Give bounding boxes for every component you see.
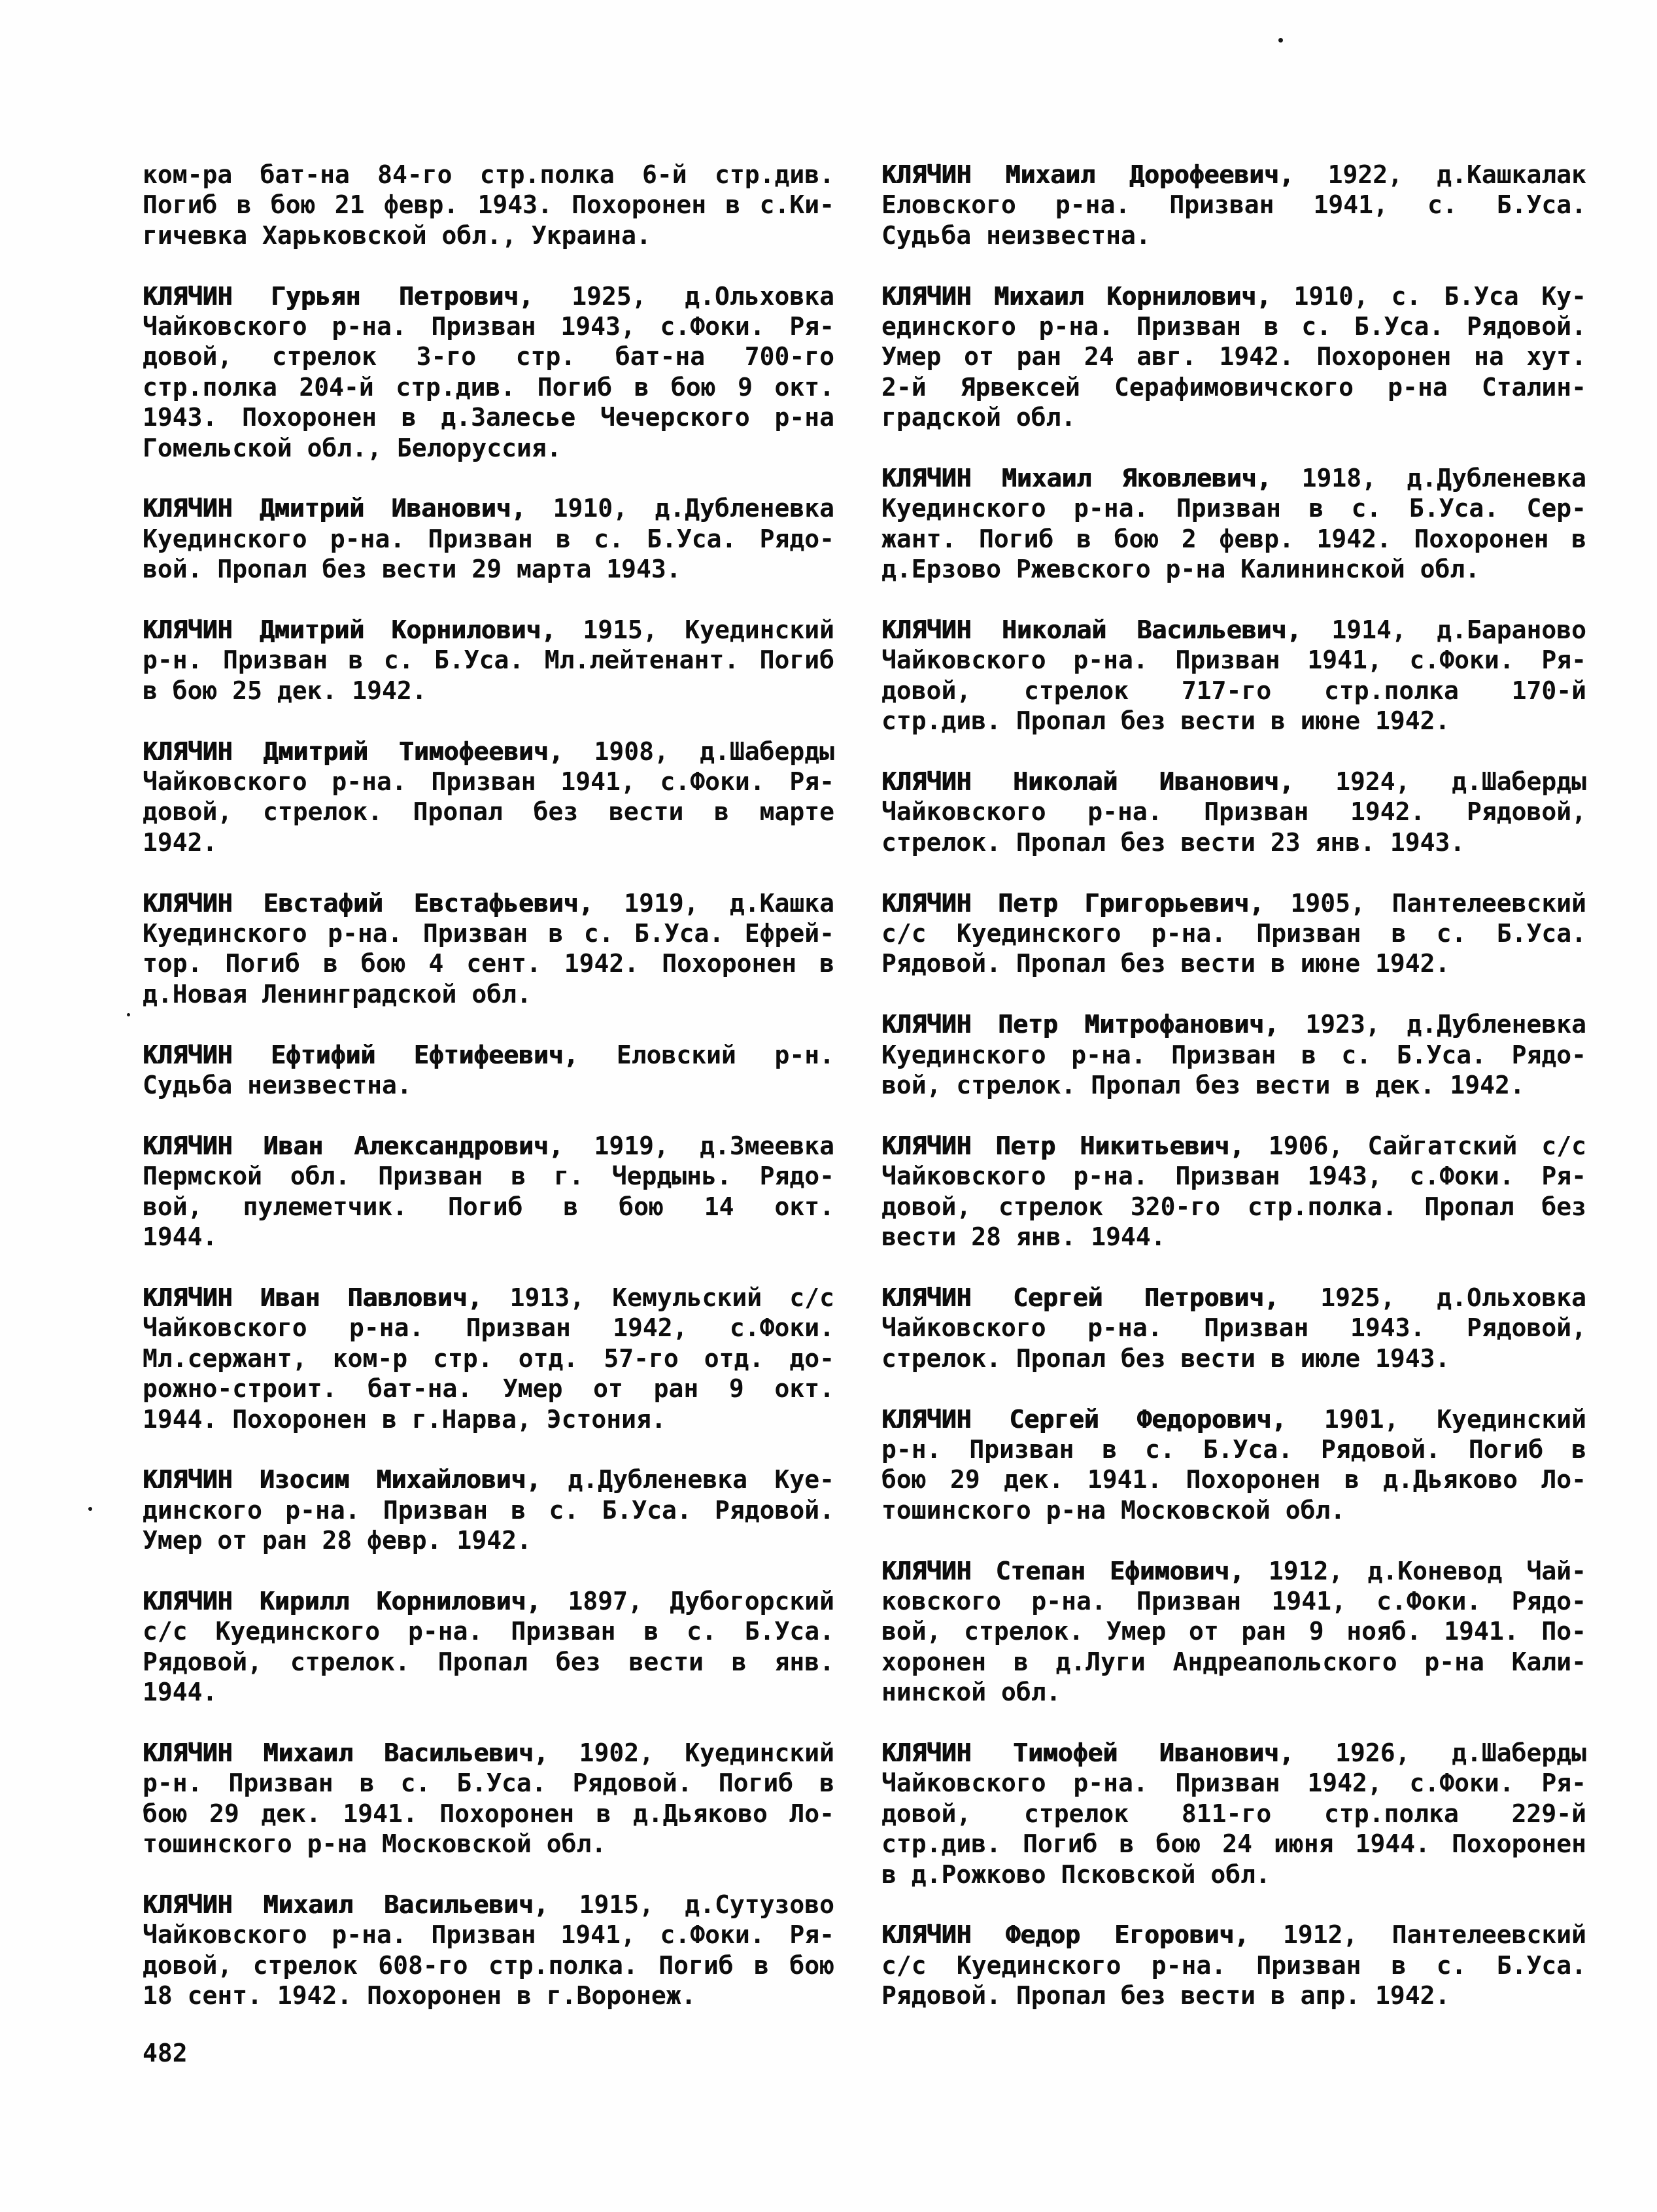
entry-line: довой, стрелок 717-го стр.полка 170-й xyxy=(881,676,1586,705)
entry-line: д.Новая Ленинградской обл. xyxy=(143,979,532,1009)
entry-line: хоронен в д.Луги Андреапольского р-на Кали- xyxy=(881,1647,1586,1676)
entry-line: бою 29 дек. 1941. Похоронен в д.Дьяково Ло- xyxy=(881,1465,1586,1495)
entry-line: нинской обл. xyxy=(881,1678,1061,1707)
entry-line: Чайковского р-на. Призван 1941, с.Фоки. Ря- xyxy=(143,1920,834,1950)
memorial-entry xyxy=(881,1404,1586,1526)
entry-line: КЛЯЧИН Дмитрий Тимофеевич, 1908, д.Шаберды xyxy=(143,736,834,766)
entry-line: Мл.сержант, ком-р стр. отд. 57-го отд. до- xyxy=(143,1343,834,1373)
entry-line: Чайковского р-на. Призван 1943, с.Фоки. Ря- xyxy=(881,1162,1586,1191)
entry-name: КЛЯЧИН Николай Васильевич, xyxy=(881,615,1301,645)
memorial-entry xyxy=(143,888,834,1010)
entry-line: КЛЯЧИН Михаил Яковлевич, 1918, д.Дубленевка xyxy=(881,464,1586,493)
entry-name: КЛЯЧИН Петр Митрофанович, xyxy=(881,1010,1279,1039)
entry-line: КЛЯЧИН Петр Митрофанович, 1923, д.Дубленевка xyxy=(881,1010,1587,1039)
entry-line: Судьба неизвестна. xyxy=(881,220,1151,250)
entry-line: рожно-строит. бат-на. Умер от ран 9 окт. xyxy=(143,1374,834,1404)
memorial-entry xyxy=(143,1586,834,1708)
entry-line: КЛЯЧИН Николай Иванович, 1924, д.Шаберды xyxy=(881,767,1586,797)
memorial-entry xyxy=(143,281,834,463)
memorial-entry xyxy=(143,1890,834,2011)
entry-line: 1942. xyxy=(143,827,218,857)
entry-name: КЛЯЧИН Дмитрий Иванович, xyxy=(143,494,526,523)
entry-line: Умер от ран 24 авг. 1942. Похоронен на хут. xyxy=(881,342,1586,372)
entry-line: Чайковского р-на. Призван 1943, с.Фоки. Ря- xyxy=(143,312,834,341)
entry-line: ком-ра бат-на 84-го стр.полка 6-й стр.див. xyxy=(143,160,834,189)
memorial-entry xyxy=(881,1738,1586,1890)
entry-line: жант. Погиб в бою 2 февр. 1942. Похоронен в xyxy=(881,524,1586,553)
entry-name: КЛЯЧИН Михаил Васильевич, xyxy=(143,1738,549,1767)
entry-line: градской обл. xyxy=(881,403,1076,432)
entry-line: КЛЯЧИН Гурьян Петрович, 1925, д.Ольховка xyxy=(143,281,834,311)
entry-line: р-н. Призван в с. Б.Уса. Рядовой. Погиб в xyxy=(143,1769,834,1798)
entry-line: Рядовой, стрелок. Пропал без вести в янв. xyxy=(143,1647,834,1676)
entry-line: р-н. Призван в с. Б.Уса. Рядовой. Погиб в xyxy=(881,1434,1586,1464)
entry-line: КЛЯЧИН Ефтифий Ефтифеевич, Еловский р-н. xyxy=(143,1040,834,1069)
entry-line: Куединского р-на. Призван в с. Б.Уса. Ефрей- xyxy=(143,919,834,948)
entry-line: стр.див. Пропал без вести в июне 1942. xyxy=(881,706,1450,736)
entry-line: КЛЯЧИН Степан Ефимович, 1912, д.Коневод Чай- xyxy=(881,1556,1587,1585)
entry-line: довой, стрелок 608-го стр.полка. Погиб в бою xyxy=(143,1950,834,1980)
memorial-entry xyxy=(881,767,1586,857)
entry-name: КЛЯЧИН Изосим Михайлович, xyxy=(143,1465,541,1495)
entry-line: довой, стрелок. Пропал без вести в марте xyxy=(143,797,834,827)
entry-line: Рядовой. Пропал без вести в апр. 1942. xyxy=(881,1981,1450,2011)
entry-line: в бою 25 дек. 1942. xyxy=(143,676,427,705)
entry-line: вой, пулеметчик. Погиб в бою 14 окт. xyxy=(143,1192,834,1221)
entry-line: Умер от ран 28 февр. 1942. xyxy=(143,1526,532,1555)
entry-line: Куединского р-на. Призван в с. Б.Уса. Сер- xyxy=(881,494,1586,523)
scan-speck xyxy=(88,1507,92,1511)
entry-line: КЛЯЧИН Михаил Васильевич, 1902, Куединский xyxy=(143,1738,834,1767)
entry-line: Чайковского р-на. Призван 1941, с.Фоки. Ря- xyxy=(143,767,834,797)
entry-line: вести 28 янв. 1944. xyxy=(881,1222,1166,1252)
entry-line: КЛЯЧИН Петр Григорьевич, 1905, Пантелеевский xyxy=(881,888,1586,918)
entry-name: КЛЯЧИН Федор Егорович, xyxy=(881,1920,1249,1950)
right-column xyxy=(881,160,1586,2041)
memorial-entry xyxy=(881,463,1586,585)
entry-name: КЛЯЧИН Михаил Яковлевич, xyxy=(881,464,1272,493)
entry-line: КЛЯЧИН Николай Васильевич, 1914, д.Бараново xyxy=(881,615,1586,645)
entry-line: тор. Погиб в бою 4 сент. 1942. Похоронен в xyxy=(143,949,834,978)
entry-line: р-н. Призван в с. Б.Уса. Мл.лейтенант. Погиб xyxy=(143,646,834,675)
entry-line: динского р-на. Призван в с. Б.Уса. Рядовой. xyxy=(143,1495,834,1525)
entry-name: КЛЯЧИН Гурьян Петрович, xyxy=(143,281,534,311)
entry-line: гичевка Харьковской обл., Украина. xyxy=(143,220,651,250)
entry-line: 1944. xyxy=(143,1222,218,1252)
memorial-entry xyxy=(881,888,1586,979)
entry-line: стрелок. Пропал без вести в июле 1943. xyxy=(881,1343,1450,1373)
entry-name: КЛЯЧИН Петр Григорьевич, xyxy=(881,888,1264,918)
entry-line: с/с Куединского р-на. Призван в с. Б.Уса. xyxy=(143,1617,834,1646)
memorial-entry xyxy=(143,160,834,251)
memorial-entry xyxy=(881,1131,1586,1253)
entry-name: КЛЯЧИН Михаил Корнилович, xyxy=(881,281,1271,311)
entry-name: КЛЯЧИН Иван Павлович, xyxy=(143,1283,483,1312)
entry-line: КЛЯЧИН Иван Павлович, 1913, Кемульский с/с xyxy=(143,1283,835,1312)
entry-line: вой, стрелок. Умер от ран 9 нояб. 1941. По- xyxy=(881,1617,1586,1646)
entry-line: Чайковского р-на. Призван 1943. Рядовой, xyxy=(881,1313,1586,1343)
entry-line: Чайковского р-на. Призван 1942. Рядовой, xyxy=(881,797,1586,827)
entry-line: стрелок. Пропал без вести 23 янв. 1943. xyxy=(881,827,1465,857)
entry-line: стр.див. Погиб в бою 24 июня 1944. Похоронен xyxy=(881,1829,1586,1859)
entry-line: Куединского р-на. Призван в с. Б.Уса. Рядо- xyxy=(881,1040,1586,1069)
entry-line: 18 сент. 1942. Похоронен в г.Воронеж. xyxy=(143,1981,696,2011)
entry-line: КЛЯЧИН Михаил Корнилович, 1910, с. Б.Уса Ку- xyxy=(881,281,1587,311)
memorial-entry xyxy=(881,1556,1586,1708)
scan-speck xyxy=(127,1013,130,1016)
entry-line: Куединского р-на. Призван в с. Б.Уса. Рядо- xyxy=(143,524,834,553)
entry-line: с/с Куединского р-на. Призван в с. Б.Уса. xyxy=(881,1950,1586,1980)
entry-line: Пермской обл. Призван в г. Чердынь. Рядо- xyxy=(143,1162,834,1191)
entry-line: КЛЯЧИН Иван Александрович, 1919, д.Змеевка xyxy=(143,1131,834,1160)
entry-line: 2-й Ярвексей Серафимовичского р-на Сталин- xyxy=(881,372,1586,402)
left-column xyxy=(143,160,834,2041)
entry-line: КЛЯЧИН Михаил Дорофеевич, 1922, д.Кашкалак xyxy=(881,160,1586,189)
entry-line: д.Ерзово Ржевского р-на Калининской обл. xyxy=(881,555,1480,584)
entry-line: Чайковского р-на. Призван 1941, с.Фоки. Ря- xyxy=(881,646,1586,675)
scan-speck xyxy=(1278,38,1283,43)
entry-line: довой, стрелок 3-го стр. бат-на 700-го xyxy=(143,342,834,372)
memorial-entry xyxy=(143,1040,834,1101)
entry-line: единского р-на. Призван в с. Б.Уса. Рядовой. xyxy=(881,312,1586,341)
entry-line: 1944. Похоронен в г.Нарва, Эстония. xyxy=(143,1404,666,1434)
entry-line: 1944. xyxy=(143,1678,218,1707)
entry-line: вой. Пропал без вести 29 марта 1943. xyxy=(143,555,681,584)
entry-line: КЛЯЧИН Сергей Федорович, 1901, Куединский xyxy=(881,1404,1586,1434)
entry-line: Гомельской обл., Белоруссия. xyxy=(143,433,562,462)
entry-name: КЛЯЧИН Дмитрий Тимофеевич, xyxy=(143,736,564,766)
memorial-entry xyxy=(143,1464,834,1555)
entry-line: КЛЯЧИН Дмитрий Корнилович, 1915, Куединский xyxy=(143,615,834,645)
memorial-entry xyxy=(143,1738,834,1859)
entry-line: тошинского р-на Московской обл. xyxy=(143,1829,607,1859)
entry-line: Чайковского р-на. Призван 1942, с.Фоки. Ря- xyxy=(881,1769,1586,1798)
entry-line: КЛЯЧИН Кирилл Корнилович, 1897, Дубогорский xyxy=(143,1586,834,1616)
entry-name: КЛЯЧИН Николай Иванович, xyxy=(881,767,1294,797)
memorial-entry xyxy=(143,493,834,584)
entry-name: КЛЯЧИН Ефтифий Ефтифеевич, xyxy=(143,1040,579,1069)
entry-line: КЛЯЧИН Евстафий Евстафьевич, 1919, д.Кашка xyxy=(143,888,834,918)
entry-name: КЛЯЧИН Степан Ефимович, xyxy=(881,1556,1244,1585)
memorial-entry xyxy=(881,1920,1586,2011)
entry-line: довой, стрелок 320-го стр.полка. Пропал без xyxy=(881,1192,1586,1221)
entry-line: бою 29 дек. 1941. Похоронен в д.Дьяково Ло- xyxy=(143,1799,834,1828)
memorial-entry xyxy=(143,736,834,858)
entry-line: довой, стрелок 811-го стр.полка 229-й xyxy=(881,1799,1586,1828)
memorial-entry xyxy=(143,615,834,706)
entry-name: КЛЯЧИН Сергей Петрович, xyxy=(881,1283,1279,1312)
entry-line: тошинского р-на Московской обл. xyxy=(881,1495,1346,1525)
entry-line: КЛЯЧИН Тимофей Иванович, 1926, д.Шаберды xyxy=(881,1738,1586,1767)
memorial-entry xyxy=(881,281,1586,433)
memorial-entry xyxy=(881,1283,1586,1374)
entry-line: в д.Рожково Псковской обл. xyxy=(881,1859,1271,1889)
entry-name: КЛЯЧИН Сергей Федорович, xyxy=(881,1404,1287,1434)
entry-name: КЛЯЧИН Иван Александрович, xyxy=(143,1131,564,1160)
entry-line: с/с Куединского р-на. Призван в с. Б.Уса. xyxy=(881,919,1586,948)
entry-line: стр.полка 204-й стр.див. Погиб в бою 9 окт. xyxy=(143,372,834,402)
entry-line: Рядовой. Пропал без вести в июне 1942. xyxy=(881,949,1450,978)
memorial-entry xyxy=(143,1283,834,1434)
memorial-entry xyxy=(143,1131,834,1253)
entry-line: Чайковского р-на. Призван 1942, с.Фоки. xyxy=(143,1313,834,1343)
entry-line: КЛЯЧИН Петр Никитьевич, 1906, Сайгатский с/с xyxy=(881,1131,1587,1160)
entry-line: КЛЯЧИН Федор Егорович, 1912, Пантелеевский xyxy=(881,1920,1586,1950)
memorial-entry xyxy=(881,1009,1586,1100)
entry-name: КЛЯЧИН Петр Никитьевич, xyxy=(881,1131,1244,1160)
entry-line: ковского р-на. Призван 1941, с.Фоки. Рядо- xyxy=(881,1586,1586,1616)
entry-line: вой, стрелок. Пропал без вести в дек. 1942. xyxy=(881,1071,1525,1100)
entry-line: КЛЯЧИН Михаил Васильевич, 1915, д.Сутузово xyxy=(143,1890,834,1919)
entry-line: КЛЯЧИН Изосим Михайлович, д.Дубленевка Куе- xyxy=(143,1465,834,1495)
entry-name: КЛЯЧИН Евстафий Евстафьевич, xyxy=(143,888,594,918)
entry-line: 1943. Похоронен в д.Залесье Чечерского р-на xyxy=(143,403,834,432)
entry-line: КЛЯЧИН Дмитрий Иванович, 1910, д.Дубленевка xyxy=(143,494,834,523)
entry-name: КЛЯЧИН Михаил Васильевич, xyxy=(143,1890,549,1919)
memorial-entry xyxy=(881,160,1586,251)
entry-line: Погиб в бою 21 февр. 1943. Похоронен в с.Ки- xyxy=(143,190,834,220)
entry-name: КЛЯЧИН Дмитрий Корнилович, xyxy=(143,615,556,645)
entry-line: Судьба неизвестна. xyxy=(143,1071,412,1100)
entry-name: КЛЯЧИН Михаил Дорофеевич, xyxy=(881,160,1294,189)
entry-line: Еловского р-на. Призван 1941, с. Б.Уса. xyxy=(881,190,1586,220)
memorial-entry xyxy=(881,615,1586,736)
entry-line: КЛЯЧИН Сергей Петрович, 1925, д.Ольховка xyxy=(881,1283,1586,1312)
entry-name: КЛЯЧИН Тимофей Иванович, xyxy=(881,1738,1294,1767)
page-number: 482 xyxy=(143,2039,188,2067)
entry-name: КЛЯЧИН Кирилл Корнилович, xyxy=(143,1586,541,1616)
